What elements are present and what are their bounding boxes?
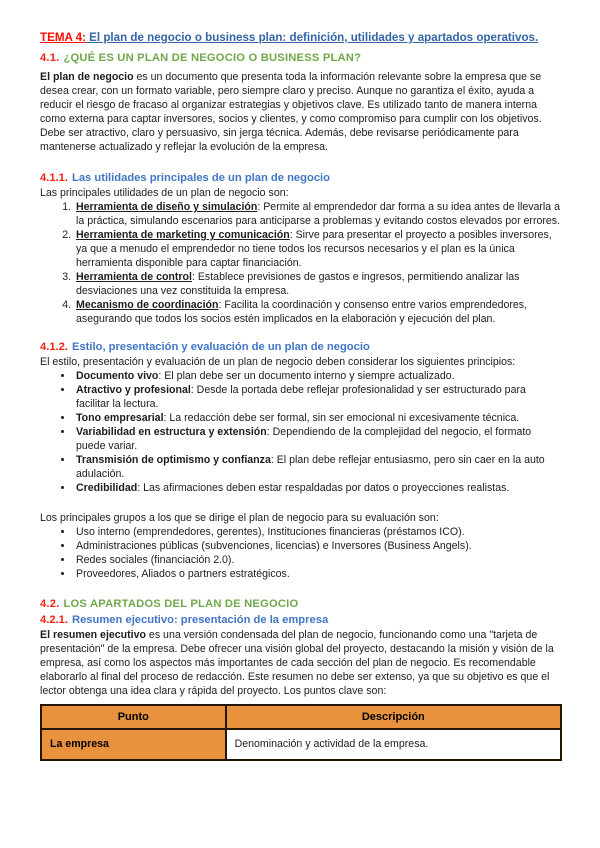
- utility-term: Herramienta de control: [76, 271, 192, 283]
- utility-text: : Permite al emprendedor dar forma a su idea antes de llevarla a la práctica, simulando escenarios para anticiparse a problemas y evitando costos elevados por errores.: [76, 201, 561, 227]
- heading-4-1-1: [40, 171, 562, 186]
- utility-item-coordination: [74, 298, 562, 326]
- principle-term: Transmisión de optimismo y confianza: [76, 454, 271, 466]
- group-item-providers: • Proveedores, Aliados o partners estratégicos.: [74, 567, 562, 581]
- utility-item-design: [74, 200, 562, 228]
- groups-list: [40, 525, 562, 581]
- principle-text: : La redacción debe ser formal, sin ser emocional ni excesivamente técnica.: [163, 412, 520, 424]
- heading-4-2-1-text: Resumen ejecutivo: presentación de la empresa: [72, 614, 329, 626]
- groups-lead: Los principales grupos a los que se dirige el plan de negocio para su evaluación son:: [40, 512, 439, 524]
- utilities-list: [40, 200, 562, 326]
- utility-term: Herramienta de marketing y comunicación: [76, 229, 290, 241]
- utility-item-control: [74, 270, 562, 298]
- heading-4-1-text: ¿QUÉ ES UN PLAN DE NEGOCIO O BUSINESS PLAN?: [63, 52, 362, 64]
- utility-text: : Establece previsiones de gastos e ingresos, permitiendo analizar las desviaciones una vez constituida la empresa.: [76, 271, 520, 297]
- heading-4-1-1-number: 4.1.1.: [40, 172, 68, 184]
- intro-text: es un documento que presenta toda la información relevante sobre la empresa que se desea crear, con un formato variable, pero siempre claro y preciso. Aunque no garantiza el éxito, ayuda a reducir el riesgo de fracaso al organizar estrategias y objetivos clave. Es utilizado tanto de manera interna como externa para captar inversores, socios y clientes, y como compromiso para cumplir con los objetivos. Debe ser atractivo, claro y persuasivo, sin jerga técnica. Además, debe revisarse periódicamente para mantenerse actualizado y reflejar la evolución de la empresa.: [40, 71, 542, 153]
- utility-text: : Sirve para presentar el proyecto a posibles inversores, ya que a menudo el emprendedor no tiene todos los recursos necesarios y el plan es la única herramienta disponible para captar financiación.: [76, 229, 552, 269]
- principle-text: : Las afirmaciones deben estar respaldadas por datos o proyecciones realistas.: [137, 482, 510, 494]
- principle-text: : Desde la portada debe reflejar profesionalidad y ser estructurado para facilitar la lectura.: [76, 384, 526, 410]
- principle-item-optimism: [74, 453, 562, 481]
- table-row: [41, 729, 561, 760]
- utility-term: Herramienta de diseño y simulación: [76, 201, 258, 213]
- principle-text: : Dependiendo de la complejidad del negocio, el formato puede variar.: [76, 426, 532, 452]
- principle-item-tone: [74, 411, 562, 425]
- intro-bold-lead: El plan de negocio: [40, 71, 134, 83]
- cell-punto-la-empresa: La empresa: [41, 729, 226, 760]
- summary-text: es una versión condensada del plan de negocio, funcionando como una "tarjeta de presentación" de la empresa. Debe ofrecer una visión global del proyecto, destacando la misión y visión de la empresa, así como los aspectos más importantes de cada sección del plan de negocio. Es recomendable elaborarlo al final del proceso de redacción. Este resumen no debe ser extenso, ya que su objetivo es que el lector obtenga una idea clara y rápida del proyecto. Los puntos clave son:: [40, 629, 554, 697]
- utility-text: : Facilita la coordinación y consenso entre varios emprendedores, asegurando que todos los socios estén implicados en la elaboración y ejecución del plan.: [76, 299, 528, 325]
- principle-item-credibility: [74, 481, 562, 495]
- principle-item-variability: [74, 425, 562, 453]
- table-header-row: [41, 705, 561, 729]
- heading-4-1: [40, 51, 562, 66]
- principle-term: Variabilidad en estructura y extensión: [76, 426, 267, 438]
- document-title: [40, 30, 562, 45]
- principles-list: [40, 369, 562, 495]
- principle-item-attractive: [74, 383, 562, 411]
- heading-4-2-1: [40, 613, 562, 628]
- heading-4-1-2: [40, 340, 562, 355]
- summary-bold-lead: El resumen ejecutivo: [40, 629, 146, 641]
- group-item-internal: • Uso interno (emprendedores, gerentes), Instituciones financieras (préstamos ICO).: [74, 525, 562, 539]
- principles-lead: El estilo, presentación y evaluación de un plan de negocio deben considerar los siguientes principios:: [40, 356, 516, 368]
- intro-paragraph: [40, 70, 562, 154]
- column-header-punto: Punto: [41, 705, 226, 729]
- utilities-lead: Las principales utilidades de un plan de negocio son:: [40, 187, 289, 199]
- principle-item-living-document: [74, 369, 562, 383]
- heading-4-1-2-text: Estilo, presentación y evaluación de un plan de negocio: [72, 341, 370, 353]
- principle-term: Tono empresarial: [76, 412, 164, 424]
- principle-term: Atractivo y profesional: [76, 384, 191, 396]
- principle-term: Documento vivo: [76, 370, 159, 382]
- heading-4-1-number: 4.1.: [40, 52, 60, 64]
- group-item-social-networks: • Redes sociales (financiación 2.0).: [74, 553, 562, 567]
- title-tema-label: TEMA 4:: [40, 31, 86, 44]
- cell-descripcion-la-empresa: Denominación y actividad de la empresa.: [226, 729, 561, 760]
- group-item-public-admin: • Administraciones públicas (subvenciones, licencias) e Inversores (Business Angels).: [74, 539, 562, 553]
- column-header-descripcion: Descripción: [226, 705, 561, 729]
- heading-4-1-2-number: 4.1.2.: [40, 341, 68, 353]
- heading-4-2-text: LOS APARTADOS DEL PLAN DE NEGOCIO: [63, 598, 299, 610]
- executive-summary-paragraph: [40, 628, 562, 698]
- heading-4-2-1-number: 4.2.1.: [40, 614, 68, 626]
- heading-4-2-number: 4.2.: [40, 598, 60, 610]
- heading-4-1-1-text: Las utilidades principales de un plan de negocio: [72, 172, 330, 184]
- title-text: El plan de negocio o business plan: definición, utilidades y apartados operativos.: [85, 31, 539, 44]
- principle-term: Credibilidad: [76, 482, 138, 494]
- utility-item-marketing: [74, 228, 562, 270]
- utility-term: Mecanismo de coordinación: [76, 299, 219, 311]
- principle-text: : El plan debe reflejar entusiasmo, pero sin caer en la auto adulación.: [76, 454, 545, 480]
- principle-text: : El plan debe ser un documento interno y siempre actualizado.: [158, 370, 455, 382]
- heading-4-2: [40, 597, 562, 612]
- key-points-table: [40, 704, 562, 761]
